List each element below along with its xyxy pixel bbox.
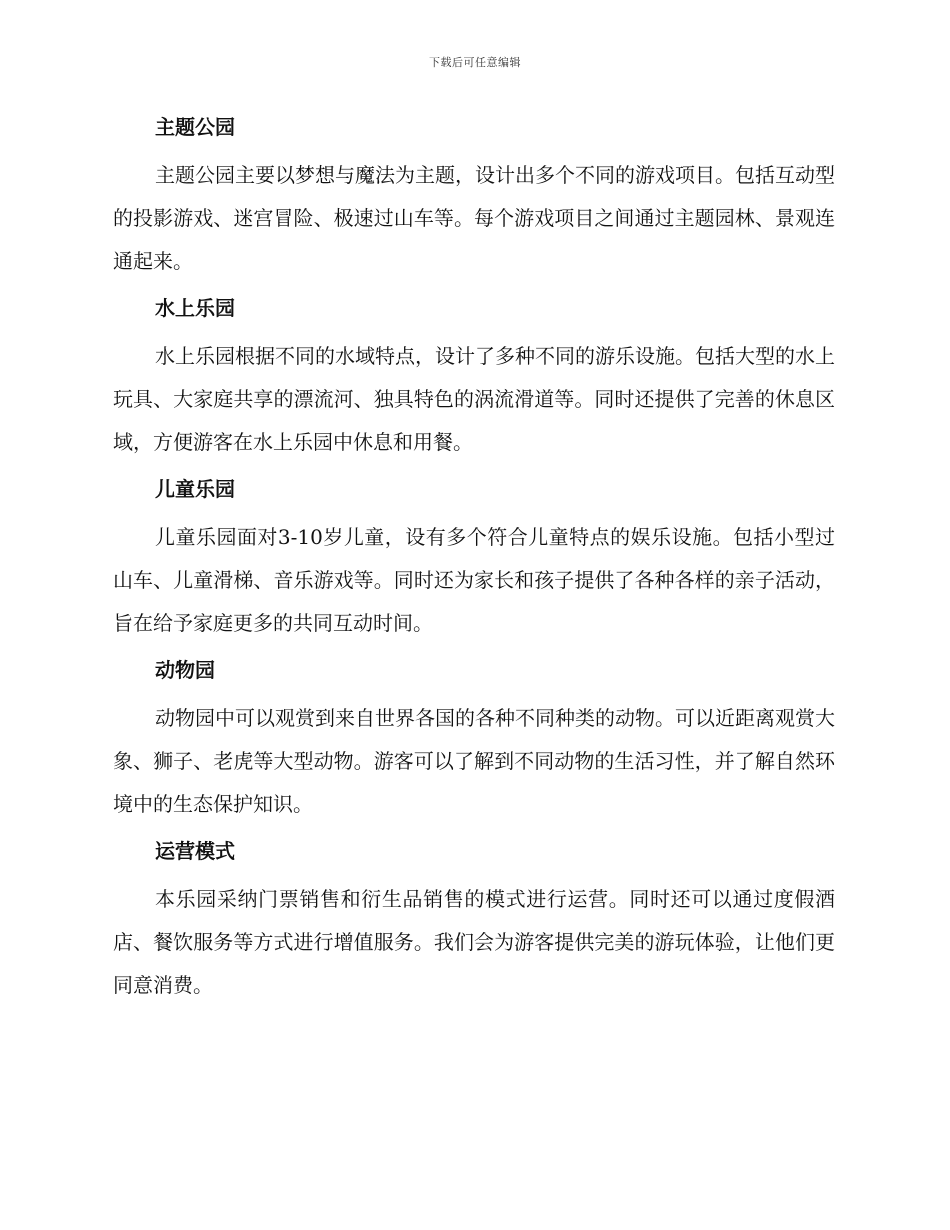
section-paragraph: 动物园中可以观赏到来自世界各国的各种不同种类的动物。可以近距离观赏大象、狮子、老虎等大型动物。游客可以了解到不同动物的生活习性，并了解自然环境中的生态保护知识。 [113, 706, 835, 816]
section-operation-model [113, 832, 835, 1007]
section-paragraph: 儿童乐园面对3-10岁儿童，设有多个符合儿童特点的娱乐设施。包括小型过山车、儿童滑梯、音乐游戏等。同时还为家长和孩子提供了各种各样的亲子活动，旨在给予家庭更多的共同互动时间。 [113, 525, 835, 635]
section-heading: 动物园 [155, 658, 215, 682]
section-heading: 水上乐园 [155, 296, 235, 320]
section-heading: 主题公园 [155, 115, 235, 139]
section-paragraph: 主题公园主要以梦想与魔法为主题，设计出多个不同的游戏项目。包括互动型的投影游戏、迷宫冒险、极速过山车等。每个游戏项目之间通过主题园林、景观连通起来。 [113, 163, 835, 273]
section-paragraph: 水上乐园根据不同的水域特点，设计了多种不同的游乐设施。包括大型的水上玩具、大家庭共享的漂流河、独具特色的涡流滑道等。同时还提供了完善的休息区域，方便游客在水上乐园中休息和用餐。 [113, 344, 835, 454]
section-paragraph: 本乐园采纳门票销售和衍生品销售的模式进行运营。同时还可以通过度假酒店、餐饮服务等方式进行增值服务。我们会为游客提供完美的游玩体验，让他们更同意消费。 [113, 887, 835, 997]
section-water-park [113, 289, 835, 464]
section-zoo [113, 651, 835, 826]
section-children-park [113, 470, 835, 645]
section-heading: 儿童乐园 [155, 477, 235, 501]
page-header-note: 下载后可任意编辑 [429, 56, 521, 69]
section-heading: 运营模式 [155, 839, 235, 863]
section-theme-park [113, 108, 835, 283]
document-content [113, 108, 835, 1013]
